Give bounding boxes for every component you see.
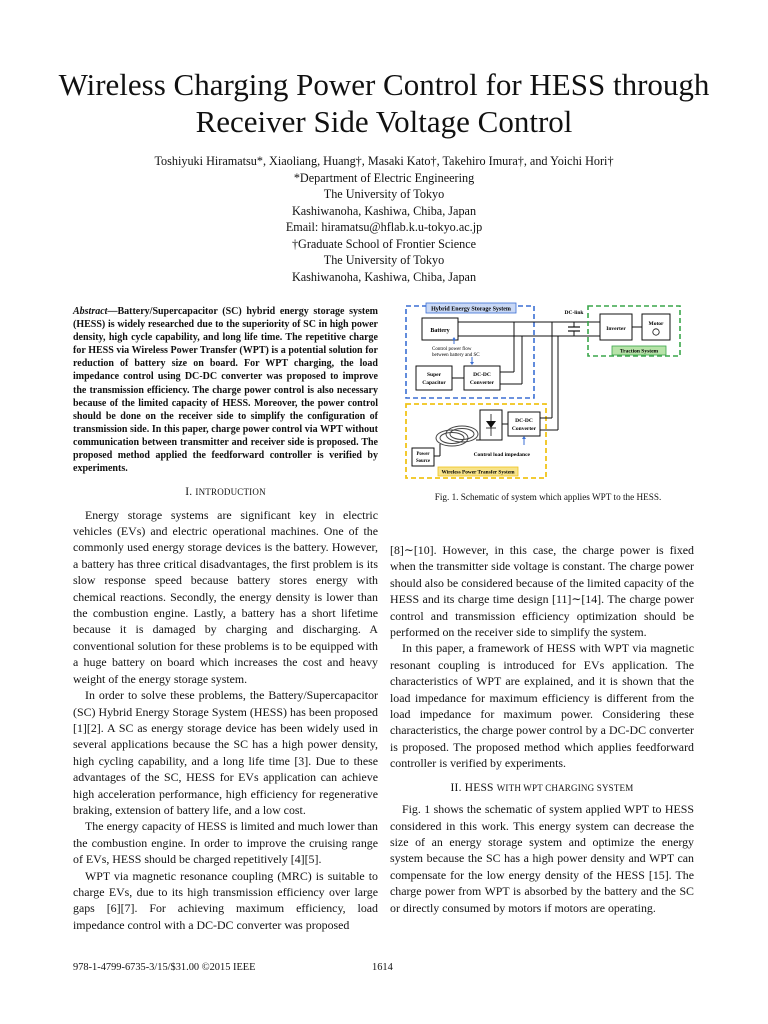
left-column	[73, 305, 378, 933]
dclink-label: DC-link	[564, 310, 584, 316]
sc-label-line-2: Capacitor	[422, 380, 446, 386]
intro-paragraph-4: WPT via magnetic resonance coupling (MRC) is suitable to charge EVs, due to its high transmission efficiency over large gaps [6][7]. For achieving maximum efficiency, load impedance control with a DC-DC converter was proposed	[73, 868, 378, 932]
address-1: Kashiwanoha, Kashiwa, Chiba, Japan	[291, 203, 477, 218]
university-1: The University of Tokyo	[323, 187, 445, 201]
section-2-heading	[390, 780, 694, 796]
figure-1	[400, 300, 690, 482]
system-schematic	[400, 300, 690, 482]
motor-label: Motor	[648, 321, 664, 327]
footer-isbn: 978-1-4799-6735-3/15/$31.00 ©2015 IEEE	[73, 962, 256, 973]
motor-box	[642, 314, 670, 340]
affiliation-2: †Graduate School of Frontier Science	[291, 236, 477, 251]
hess-label: Hybrid Energy Storage System	[431, 306, 511, 313]
affiliation-1: *Department of Electric Engineering	[293, 170, 475, 185]
hess-dcdc-box	[464, 366, 500, 390]
power-flow-line-1: Control power flow	[432, 347, 472, 352]
address-2: Kashiwanoha, Kashiwa, Chiba, Japan	[291, 269, 477, 284]
section-1-title: INTRODUCTION	[195, 487, 266, 498]
power-source-line-2: Source	[415, 459, 431, 464]
paper-title	[40, 66, 728, 140]
right-paragraph-1: [8]∼[10]. However, in this case, the charge power is fixed when the transmitter side voltage is constant. The charge power should also be considered because of the limited capacity of the HESS and its charge time design [11]∼[14]. The charge power control and transmission efficiency optimization should be performed on the receiver side to simplify the system.	[390, 543, 694, 640]
author-block	[40, 153, 728, 285]
page-number: 1614	[372, 962, 393, 973]
right-column	[390, 542, 694, 916]
section-2-title-a: HESS	[464, 781, 494, 794]
author-names: Toshiyuki Hiramatsu*, Xiaoliang, Huang†, Masaki Kato†, Takehiro Imura†, and Yoichi Hori†	[154, 154, 614, 168]
wpt-label: Wireless Power Transfer System	[441, 469, 515, 476]
wpt-dcdc-line-1: DC-DC	[515, 418, 533, 424]
battery-label: Battery	[430, 328, 450, 334]
intro-paragraph-2: In order to solve these problems, the Battery/Supercapacitor (SC) Hybrid Energy Storage System (HESS) has been proposed [1][2]. A SC as energy storage device has been widely used in several applications because the SC has a high power density, high cycling capability, and a long life time [3]. Due to these advantages of the SC, HESS for EVs application can achieve high acceleration performance, high efficiency for regenerative braking, extension of battery life, and a low cost.	[73, 688, 378, 817]
right-paragraph-2: In this paper, a framework of HESS with WPT via magnetic resonant coupling is introduced for EVs application. The characteristics of WPT are explained, and it is shown that the load impedance for maximum efficiency is different from the load impedance for maximum power. Considering these characteristics, the charge power control by a DC-DC converter is proposed. The proposed method which applies feedforward controller is verified by experiments.	[390, 641, 694, 771]
section-1-heading	[73, 484, 378, 500]
university-2: The University of Tokyo	[323, 253, 445, 267]
section-2-number: II.	[450, 781, 462, 794]
wpt-dcdc-box	[508, 412, 540, 436]
abstract	[73, 305, 378, 475]
section-2-title-b: WITH WPT CHARGING SYSTEM	[496, 782, 634, 793]
intro-paragraph-3: The energy capacity of HESS is limited and much lower than the combustion engine. In order to improve the cruising range of EVs, HESS should be charged repetitively [4][5].	[73, 819, 378, 867]
hess-dcdc-line-2: Converter	[469, 380, 495, 386]
abstract-text: —Battery/Supercapacitor (SC) hybrid energy storage system (HESS) is widely researched due to the superiority of SC in high power density, high cycle capability, and long life time. The repetitive charge for HESS via Wireless Power Transfer (WPT) is a potential solution for reduction of battery size on board. For WPT charging, the load impedance control using DC-DC converter was proposed to improve the transmission efficiency. The charge power control is also necessary because of the limited capacity of HESS. Moreover, the power control should be done on the receiver side to simplify the configuration of transmission side. In this paper, charge power control via WPT without communication between transmitter and receiver side is proposed. The proposed method applied the feedforward controller is verified by experiments.	[73, 306, 378, 475]
traction-label: Traction System	[619, 348, 659, 355]
wpt-dcdc-line-2: Converter	[511, 426, 537, 432]
section-1-number: I.	[185, 486, 193, 499]
title-line-1: Wireless Charging Power Control for HESS through	[58, 67, 710, 102]
receiver-coil-inner	[450, 429, 474, 440]
abstract-label: Abstract	[73, 306, 108, 317]
hess-dcdc-line-1: DC-DC	[473, 372, 491, 378]
section-2-paragraph-1: Fig. 1 shows the schematic of system applied WPT to HESS considered in this work. This energy system can decrease the size of an energy storage system and optimize the energy system because the SC has a high power density and WPT can compensate for the low energy density of the HESS [15]. The charge power from WPT is absorbed by the battery and the SC or directly consumed by motors if motors are operating.	[390, 802, 694, 915]
intro-paragraph-1: Energy storage systems are significant key in electric vehicles (EVs) and electric operational machines. One of the commonly used energy storage devices is the battery. However, a battery has three critical disadvantages, the first problem is its slow response speed because battery stores energy with chemical reactions. Secondly, the energy density is lower than the combustion engine. Lastly, a battery has a short lifetime because it is damaged by charging and discharging. A conventional solution for these problems is to be equipped with a huge battery on board which increases the cost and heavy weight of the energy storage system.	[73, 507, 378, 686]
email: Email: hiramatsu@hflab.k.u-tokyo.ac.jp	[285, 220, 483, 234]
sc-label-line-1: Super	[426, 372, 442, 378]
flow-arrow-down-head	[470, 362, 474, 365]
title-line-2: Receiver Side Voltage Control	[195, 104, 573, 139]
inverter-label: Inverter	[606, 326, 626, 332]
load-impedance-label: Control load impedance	[473, 452, 530, 458]
power-source-line-1: Power	[416, 452, 430, 457]
figure-1-caption: Fig. 1. Schematic of system which applies WPT to the HESS.	[434, 492, 662, 502]
power-flow-line-2: between battery and SC	[432, 353, 480, 358]
supercapacitor-box	[416, 366, 452, 390]
